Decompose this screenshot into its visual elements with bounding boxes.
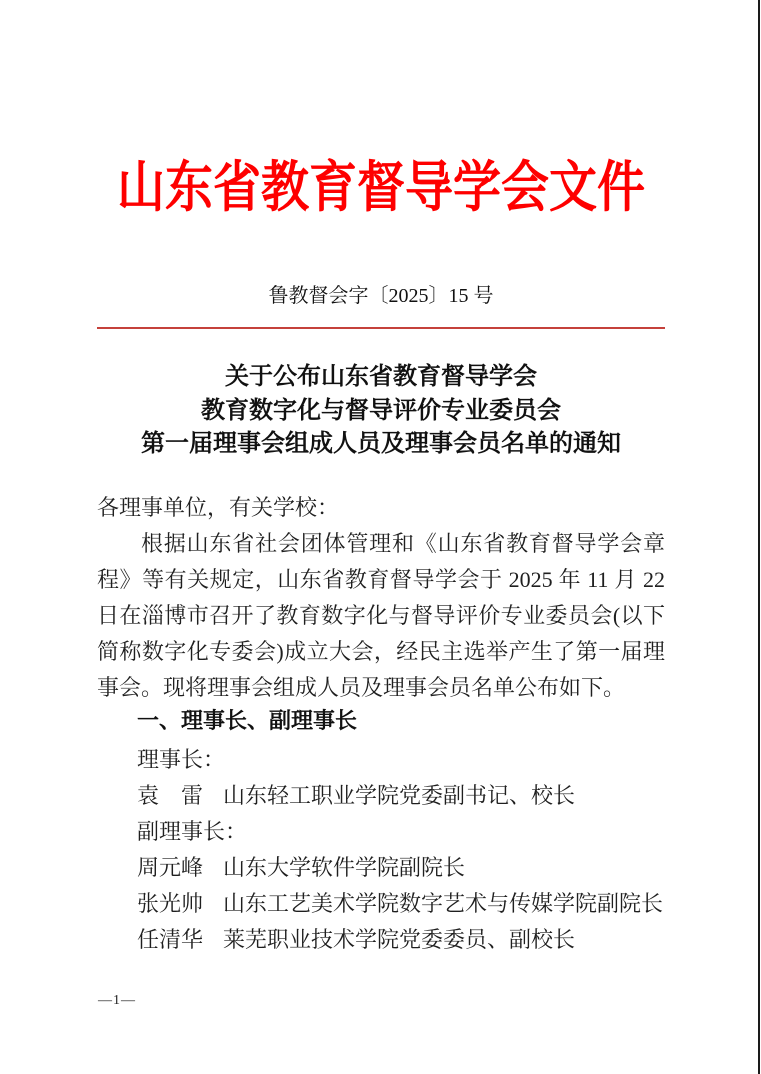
document-content bbox=[0, 150, 761, 958]
person-title: 莱芜职业技术学院党委委员、副校长 bbox=[223, 926, 576, 952]
person-name: 周元峰 bbox=[137, 854, 204, 880]
section-heading-1: 一、理事长、副理事长 bbox=[137, 707, 358, 733]
salutation: 各理事单位，有关学校： bbox=[97, 494, 340, 520]
letterhead-title: 山东省教育督导学会文件 bbox=[116, 157, 645, 219]
person-title: 山东大学软件学院副院长 bbox=[223, 854, 466, 880]
document-number: 鲁教督会字〔2025〕15 号 bbox=[268, 285, 494, 307]
roster-person-row bbox=[137, 850, 665, 886]
roster-person-row bbox=[137, 778, 665, 814]
roster-label-row bbox=[137, 814, 665, 850]
person-name: 袁 雷 bbox=[137, 782, 204, 808]
subject-line-3: 第一届理事会组成人员及理事会员名单的通知 bbox=[141, 431, 621, 457]
roster-label: 理事长： bbox=[137, 746, 226, 772]
document-subject bbox=[97, 361, 665, 462]
roster-label-row bbox=[137, 742, 665, 778]
roster-list bbox=[97, 742, 665, 958]
page-number: —1— bbox=[98, 993, 136, 1008]
person-name: 任清华 bbox=[137, 926, 204, 952]
subject-line-2: 教育数字化与督导评价专业委员会 bbox=[201, 397, 561, 424]
body-paragraph: 根据山东省社会团体管理和《山东省教育督导学会章程》等有关规定，山东省教育督导学会于 2025 年 11 月 22 日在淄博市召开了教育数字化与督导评价专业委员会(以下简称数字化专委会)成立大会，经民主选举产生了第一届理事会。现将理事会组成人员及理事会员名单公布如下。 bbox=[97, 530, 665, 700]
roster-person-row bbox=[137, 886, 665, 922]
scan-edge-line bbox=[758, 0, 760, 1074]
roster-person-row bbox=[137, 922, 665, 958]
document-body bbox=[97, 490, 665, 958]
person-name: 张光帅 bbox=[137, 890, 204, 916]
person-title: 山东工艺美术学院数字艺术与传媒学院副院长 bbox=[223, 890, 664, 916]
roster-label: 副理事长： bbox=[137, 818, 248, 844]
letterhead-divider-line bbox=[97, 327, 665, 329]
subject-line-1: 关于公布山东省教育督导学会 bbox=[225, 364, 537, 390]
person-title: 山东轻工职业学院党委副书记、校长 bbox=[223, 782, 576, 808]
